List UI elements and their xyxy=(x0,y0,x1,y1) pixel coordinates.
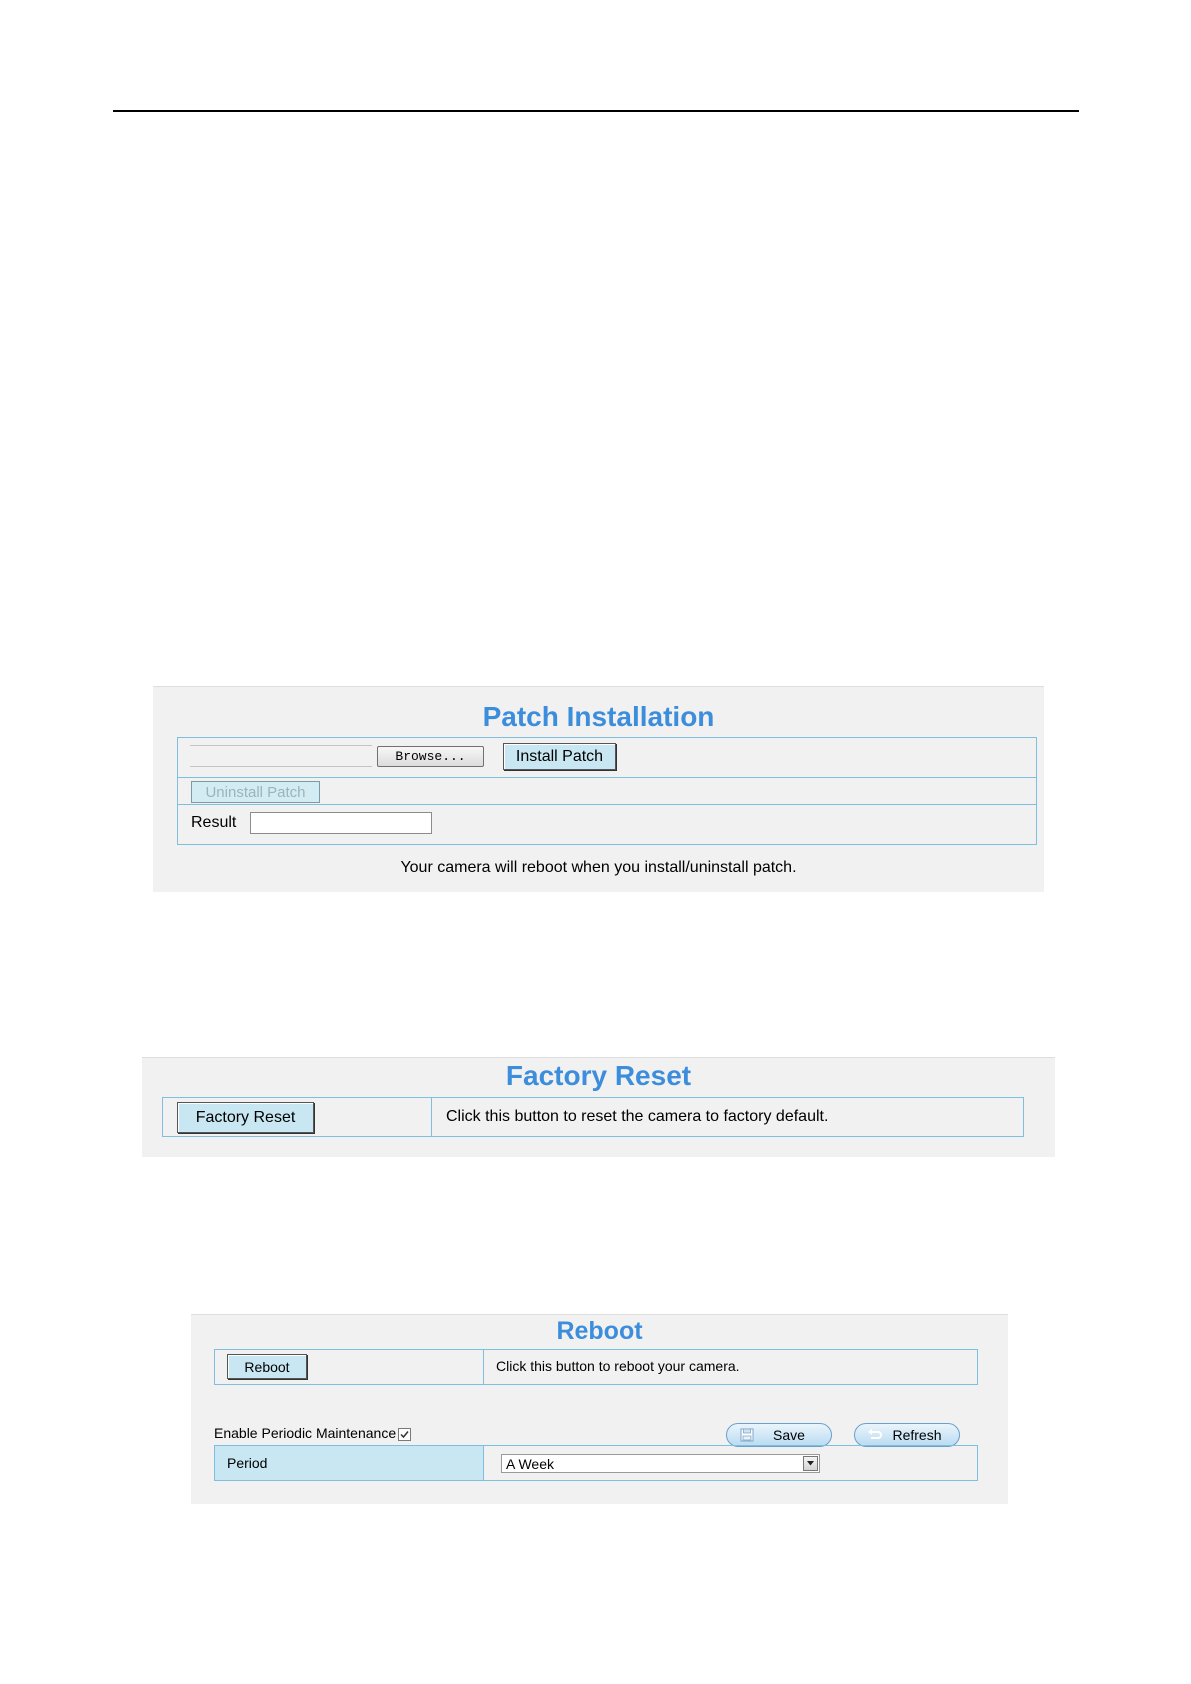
factory-reset-title: Factory Reset xyxy=(505,1060,692,1091)
patch-row-divider-1 xyxy=(177,777,1037,778)
reboot-button[interactable]: Reboot xyxy=(227,1354,307,1379)
period-select-value: A Week xyxy=(506,1456,554,1472)
result-field[interactable] xyxy=(250,812,432,834)
uninstall-patch-button[interactable]: Uninstall Patch xyxy=(191,781,320,803)
result-label: Result xyxy=(191,814,237,831)
patch-file-path-field[interactable] xyxy=(190,745,372,767)
refresh-button[interactable] xyxy=(854,1423,960,1447)
factory-reset-panel xyxy=(142,1057,1055,1157)
page-header-rule xyxy=(113,110,1079,112)
period-cell-divider xyxy=(483,1445,484,1481)
periodic-maintenance-label: Enable Periodic Maintenance xyxy=(214,1425,397,1441)
factory-reset-button[interactable]: Factory Reset xyxy=(177,1102,314,1133)
period-select[interactable] xyxy=(501,1454,820,1473)
refresh-button-label: Refresh xyxy=(892,1427,942,1443)
save-button-label: Save xyxy=(773,1427,805,1443)
periodic-maintenance-checkbox[interactable] xyxy=(398,1428,411,1441)
floppy-disk-icon xyxy=(739,1427,755,1443)
factory-reset-description: Click this button to reset the camera to factory default. xyxy=(446,1108,829,1125)
reboot-title: Reboot xyxy=(556,1317,643,1345)
refresh-arrow-icon xyxy=(867,1427,883,1443)
patch-installation-title: Patch Installation xyxy=(482,701,715,732)
patch-row-divider-2 xyxy=(177,804,1037,805)
factory-reset-cell-divider xyxy=(431,1097,432,1137)
reboot-panel xyxy=(191,1314,1008,1504)
install-patch-button[interactable]: Install Patch xyxy=(503,743,616,770)
patch-installation-panel xyxy=(153,686,1044,892)
period-label: Period xyxy=(227,1455,268,1471)
save-button[interactable] xyxy=(726,1423,832,1447)
browse-button[interactable]: Browse... xyxy=(377,746,484,767)
checkmark-icon xyxy=(400,1430,409,1439)
reboot-cell-divider xyxy=(483,1349,484,1385)
reboot-description: Click this button to reboot your camera. xyxy=(496,1358,740,1374)
chevron-down-icon[interactable] xyxy=(803,1456,818,1471)
reboot-note: Your camera will reboot when you install/uninstall patch. xyxy=(400,859,797,876)
